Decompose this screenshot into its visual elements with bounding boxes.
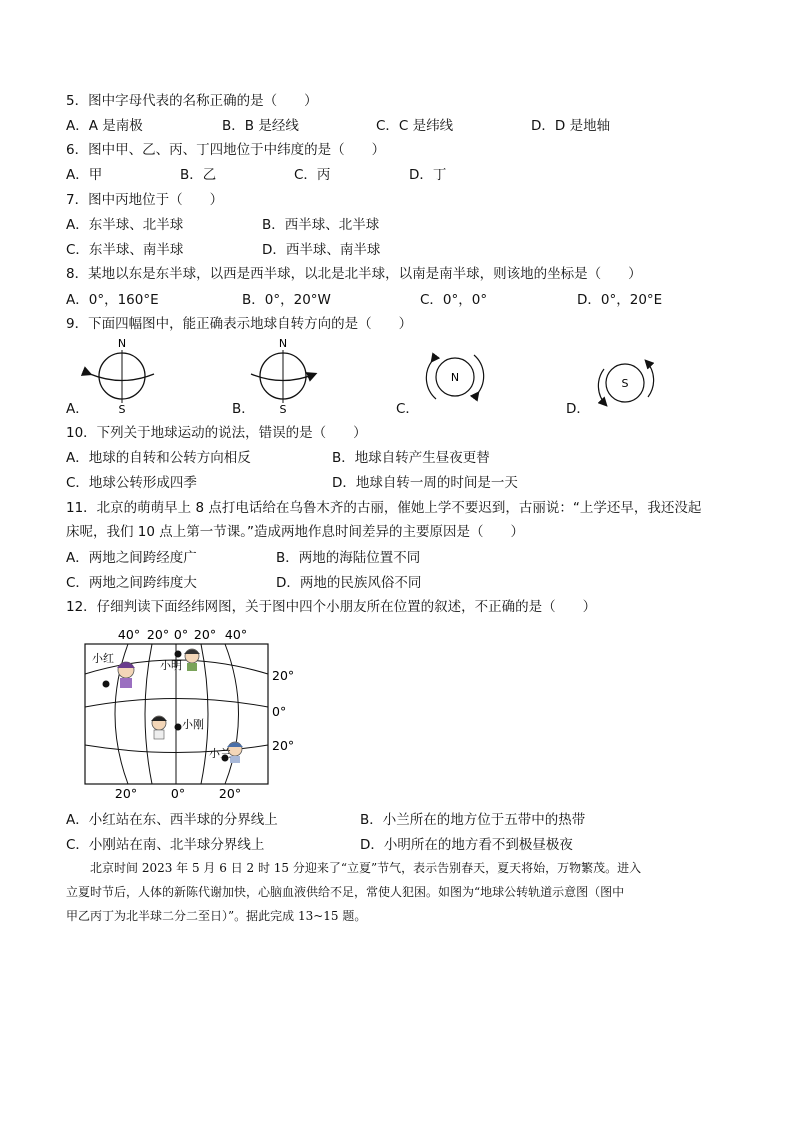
q10-option-c: C．地球公转形成四季 — [66, 475, 197, 491]
q11-option-d: D．两地的民族风俗不同 — [276, 575, 422, 591]
globe-c-center-label: N — [450, 371, 460, 384]
label-xiaolan: 小兰 — [209, 747, 231, 760]
map-right-label-20n: 20° — [272, 668, 295, 683]
q11-option-a: A．两地之间跨经度广 — [66, 550, 197, 566]
globe-b — [251, 337, 315, 416]
question-6-stem: 6．图中甲、乙、丙、丁四地位于中纬度的是（ ） — [66, 142, 386, 158]
map-top-label-0: 0° — [173, 627, 189, 642]
map-top-label-40w: 40° — [117, 627, 141, 642]
q9-option-b: B． — [232, 401, 255, 417]
q6-option-a: A．甲 — [66, 167, 103, 183]
globe-d-center-label: S — [621, 377, 629, 390]
q10-option-b: B．地球自转产生昼夜更替 — [332, 450, 490, 466]
question-12-stem: 12．仔细判读下面经纬网图，关于图中四个小朋友所在位置的叙述，不正确的是（ ） — [66, 599, 597, 615]
q7-option-c: C．东半球、南半球 — [66, 242, 184, 258]
q5-option-a: A．A 是南极 — [66, 118, 143, 134]
map-top-label-20e: 20° — [193, 627, 217, 642]
q11-option-c: C．两地之间跨纬度大 — [66, 575, 197, 591]
q6-option-d: D．丁 — [409, 167, 447, 183]
q9-option-c: C． — [396, 401, 419, 417]
q5-option-b: B．B 是经线 — [222, 118, 299, 134]
xiaogang-dot — [175, 724, 182, 731]
globe-c — [426, 355, 483, 399]
globe-a-north-label: N — [117, 337, 127, 350]
map-bottom-label-0: 0° — [170, 786, 186, 801]
xiaohong-figure-icon — [117, 662, 135, 688]
globe-b-south-label: S — [279, 403, 287, 416]
xiaoming-figure-icon — [184, 649, 200, 671]
q11-option-b: B．两地的海陆位置不同 — [276, 550, 421, 566]
q5-option-c: C．C 是纬线 — [376, 118, 454, 134]
q10-option-d: D．地球自转一周的时间是一天 — [332, 475, 518, 491]
q12-option-a: A．小红站在东、西半球的分界线上 — [66, 812, 278, 828]
q6-option-c: C．丙 — [294, 167, 331, 183]
q7-option-a: A．东半球、北半球 — [66, 217, 184, 233]
globe-d — [598, 361, 653, 405]
q12-option-b: B．小兰所在的地方位于五带中的热带 — [360, 812, 586, 828]
q10-option-a: A．地球的自转和公转方向相反 — [66, 450, 251, 466]
passage-line-1: 北京时间 2023 年 5 月 6 日 2 时 15 分迎来了“立夏”节气，表示告别春天，夏天将始，万物繁茂。进入 — [90, 861, 642, 875]
xiaohong-dot — [103, 681, 110, 688]
question-9-stem: 9．下面四幅图中，能正确表示地球自转方向的是（ ） — [66, 316, 413, 332]
label-xiaohong: 小红 — [92, 652, 114, 665]
xiaoming-dot — [175, 651, 182, 658]
q8-option-c: C．0°，0° — [420, 292, 488, 308]
map-bottom-label-20e: 20° — [218, 786, 242, 801]
graticule-map — [80, 622, 320, 804]
globe-a — [90, 337, 154, 416]
passage-13-15 — [66, 856, 726, 928]
map-top-label-20w: 20° — [146, 627, 170, 642]
question-8-stem: 8．某地以东是东半球，以西是西半球，以北是北半球，以南是南半球，则该地的坐标是（ ） — [66, 266, 642, 282]
map-top-label-40e: 40° — [224, 627, 248, 642]
map-right-label-0: 0° — [272, 704, 287, 719]
question-11-stem-line1: 11．北京的萌萌早上 8 点打电话给在乌鲁木齐的古丽，催她上学不要迟到，古丽说：“上学还早，我还没起 — [66, 500, 702, 516]
label-xiaoming: 小明 — [160, 659, 182, 672]
label-xiaogang: 小刚 — [182, 718, 204, 731]
question-11-stem-line2: 床呢，我们 10 点上第一节课。”造成两地作息时间差异的主要原因是（ ） — [66, 524, 525, 540]
q12-option-d: D．小明所在的地方看不到极昼极夜 — [360, 837, 573, 853]
question-10-stem: 10．下列关于地球运动的说法，错误的是（ ） — [66, 425, 367, 441]
q8-option-b: B．0°，20°W — [242, 292, 331, 308]
q9-option-a: A． — [66, 401, 89, 417]
globe-b-north-label: N — [278, 337, 288, 350]
globe-a-south-label: S — [118, 403, 126, 416]
map-right-label-20s: 20° — [272, 738, 295, 753]
q7-option-d: D．西半球、南半球 — [262, 242, 381, 258]
q5-option-d: D．D 是地轴 — [531, 118, 611, 134]
q9-option-d: D． — [566, 401, 590, 417]
q6-option-b: B．乙 — [180, 167, 217, 183]
q8-option-d: D．0°，20°E — [577, 292, 663, 308]
passage-line-2: 立夏时节后，人体的新陈代谢加快，心脑血液供给不足，常使人犯困。如图为“地球公转轨道示意图（图中 — [66, 885, 625, 899]
passage-line-3: 甲乙丙丁为北半球二分二至日）”。据此完成 13~15 题。 — [66, 909, 367, 923]
xiaogang-figure-icon — [151, 716, 167, 739]
question-5-stem: 5．图中字母代表的名称正确的是（ ） — [66, 93, 318, 109]
q7-option-b: B．西半球、北半球 — [262, 217, 380, 233]
q8-option-a: A．0°，160°E — [66, 292, 159, 308]
map-bottom-label-20w: 20° — [114, 786, 138, 801]
q12-option-c: C．小刚站在南、北半球分界线上 — [66, 837, 265, 853]
question-7-stem: 7．图中丙地位于（ ） — [66, 192, 224, 208]
